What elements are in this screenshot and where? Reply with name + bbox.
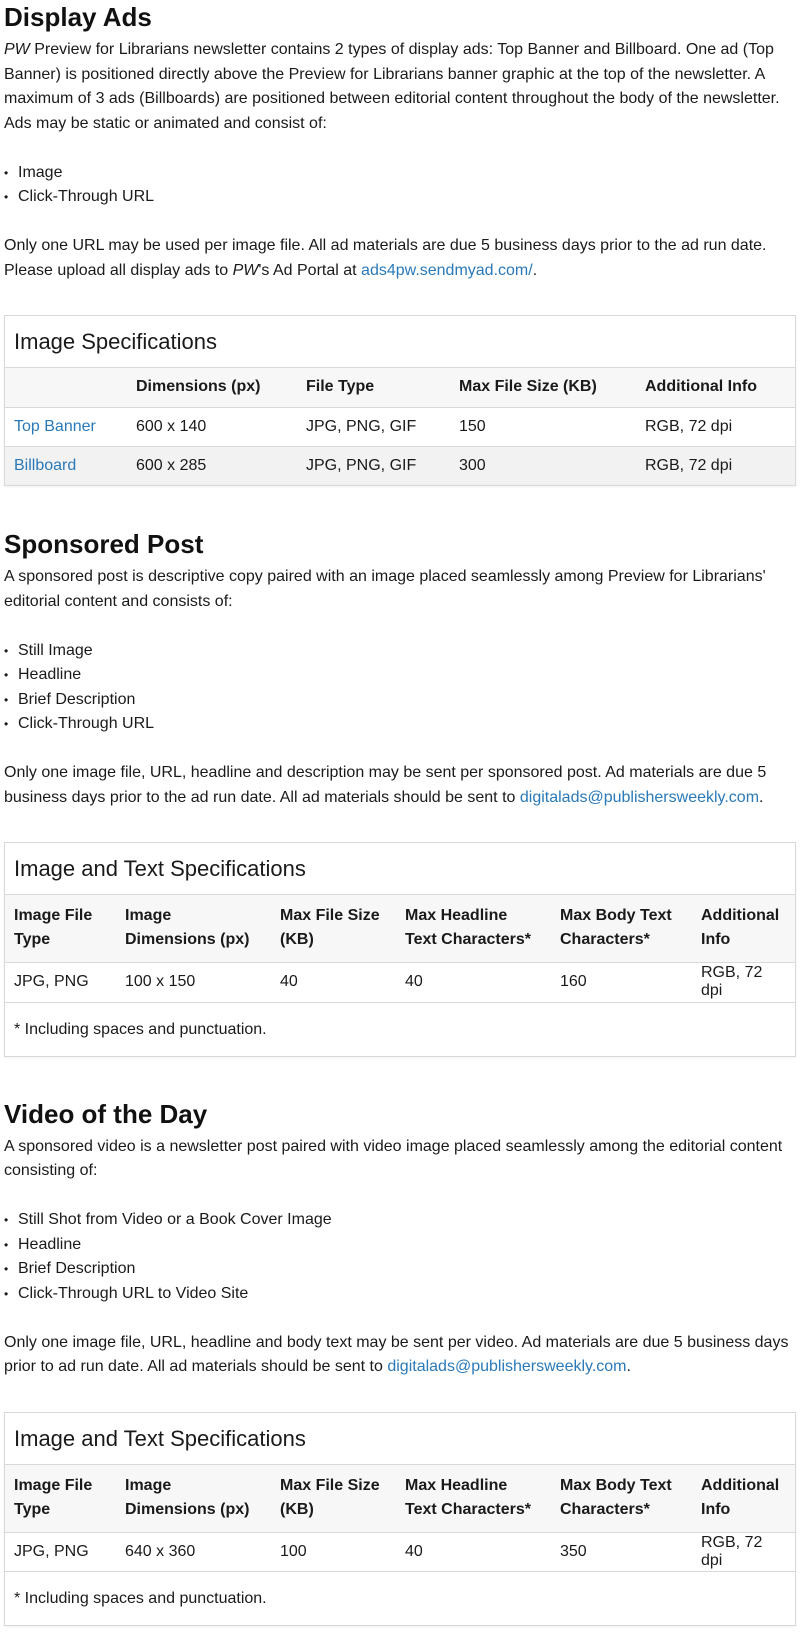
table-cell: 40 [280, 973, 298, 991]
table-cell: RGB, 72 dpi [701, 1533, 763, 1569]
table-row [5, 446, 795, 485]
table-cell: 160 [560, 973, 587, 991]
table-cell: RGB, 72 dpi [636, 446, 795, 485]
video-of-the-day-note-end: . [626, 1358, 631, 1375]
table-cell: 300 [450, 446, 636, 485]
sponsored-post-section [4, 527, 796, 1057]
list-item: • Click-Through URL [4, 185, 796, 210]
list-item: • Image [4, 161, 796, 186]
sponsored-post-intro: A sponsored post is descriptive copy paired with an image placed seamlessly among Preview for Librarians' editorial content and consists of: [4, 568, 766, 610]
image-specifications-title: Image Specifications [5, 316, 795, 368]
column-header [5, 368, 127, 407]
table-cell: 600 x 285 [127, 446, 297, 485]
sponsored-post-note [4, 761, 796, 810]
video-specifications-table [5, 1465, 795, 1572]
video-of-the-day-note [4, 1331, 796, 1380]
billboard-link[interactable]: Billboard [14, 456, 77, 474]
digitalads-email-link[interactable]: digitalads@publishersweekly.com [519, 788, 760, 806]
column-header: Max File Size (KB) [271, 1465, 396, 1533]
video-of-the-day-intro: A sponsored video is a newsletter post paired with video image placed seamlessly among the editorial content consisting of: [4, 1137, 783, 1179]
display-ads-intro [4, 38, 796, 136]
display-ads-list [4, 161, 796, 210]
pw-italic: PW [4, 41, 30, 58]
column-header: Max File Size (KB) [271, 895, 396, 963]
table-cell: 600 x 140 [127, 407, 297, 446]
sponsored-post-note-end: . [759, 788, 764, 806]
display-ads-note-mid: 's Ad Portal at [258, 261, 362, 279]
column-header: Max Body Text Characters* [551, 895, 692, 963]
sponsored-post-list [4, 639, 796, 737]
table-header-row [5, 368, 795, 407]
table-cell: 100 x 150 [125, 973, 196, 991]
table-cell: RGB, 72 dpi [636, 407, 795, 446]
sponsored-post-specifications-table [5, 895, 795, 1002]
column-header: Max Headline Text Characters* [396, 1465, 551, 1533]
footnote: * Including spaces and punctuation. [5, 1002, 795, 1056]
table-row [5, 1532, 795, 1571]
sponsored-post-specifications-box [4, 842, 796, 1057]
table-cell: 350 [560, 1542, 587, 1560]
table-cell: JPG, PNG [14, 1542, 89, 1560]
column-header: Additional Info [692, 895, 795, 963]
sponsored-post-heading: Sponsored Post [4, 529, 204, 559]
footnote: * Including spaces and punctuation. [5, 1571, 795, 1625]
column-header: Additional Info [636, 368, 795, 407]
list-item: • Brief Description [4, 1257, 796, 1282]
top-banner-link[interactable]: Top Banner [14, 417, 96, 435]
column-header: Additional Info [692, 1465, 795, 1533]
column-header: Max Headline Text Characters* [396, 895, 551, 963]
video-of-the-day-heading: Video of the Day [4, 1098, 208, 1129]
list-item: • Still Image [4, 639, 796, 664]
table-cell: JPG, PNG [14, 973, 89, 991]
video-of-the-day-list [4, 1208, 796, 1306]
list-item: • Still Shot from Video or a Book Cover Image [4, 1208, 796, 1233]
column-header: Dimensions (px) [127, 368, 297, 407]
video-specifications-title: Image and Text Specifications [5, 1413, 795, 1465]
image-specifications-box [4, 315, 796, 486]
display-ads-note-text: Only one URL may be used per image file. All ad materials are due 5 business days prior to the ad run date. Please upload all display ads to [4, 237, 767, 279]
column-header: Image File Type [5, 1465, 116, 1533]
table-cell: JPG, PNG, GIF [297, 407, 450, 446]
table-cell: 100 [280, 1542, 307, 1560]
display-ads-note [4, 234, 796, 283]
digitalads-email-link[interactable]: digitalads@publishersweekly.com [387, 1358, 627, 1375]
video-of-the-day-note-text: Only one image file, URL, headline and body text may be sent per video. Ad materials are due 5 business days prior to ad run date. All ad materials should be sent to [4, 1333, 789, 1375]
column-header: Max File Size (KB) [450, 368, 636, 407]
column-header: Image Dimensions (px) [116, 1465, 271, 1533]
display-ads-note-end: . [532, 261, 538, 279]
table-cell: 40 [405, 1542, 423, 1560]
ad-portal-link[interactable]: ads4pw.sendmyad.com/ [361, 261, 533, 279]
list-item: • Headline [4, 1233, 796, 1258]
pw-italic: PW [232, 261, 259, 279]
table-row [5, 407, 795, 446]
video-specifications-box [4, 1412, 796, 1627]
column-header: File Type [297, 368, 450, 407]
video-of-the-day-section [4, 1097, 796, 1627]
list-item: • Headline [4, 663, 796, 688]
table-cell: RGB, 72 dpi [701, 964, 763, 1000]
list-item: • Click-Through URL [4, 712, 796, 737]
table-cell: 40 [405, 973, 423, 991]
table-cell: JPG, PNG, GIF [297, 446, 450, 485]
table-cell: 640 x 360 [125, 1542, 196, 1560]
display-ads-heading: Display Ads [4, 2, 152, 32]
sponsored-post-specifications-title: Image and Text Specifications [5, 843, 795, 895]
list-item: • Click-Through URL to Video Site [4, 1282, 796, 1307]
display-ads-intro-text: Preview for Librarians newsletter contains 2 types of display ads: Top Banner and Billboard. One ad (Top Banner) is positioned directly above the Preview for Librarians banner graphic at the top of the newsletter. A maximum of 3 ads (Billboards) are positioned between editorial content throughout the body of the newsletter. Ads may be static or animated and consist of: [4, 41, 780, 132]
table-cell: 150 [450, 407, 636, 446]
column-header: Image Dimensions (px) [116, 895, 271, 963]
sponsored-post-note-text: Only one image file, URL, headline and description may be sent per sponsored post. Ad materials are due 5 business days prior to the ad run date. All ad materials should be sent to [4, 764, 767, 806]
table-header-row [5, 1465, 795, 1533]
display-ads-section [4, 0, 796, 486]
table-header-row [5, 895, 795, 963]
image-specifications-table [5, 368, 795, 485]
column-header: Max Body Text Characters* [551, 1465, 692, 1533]
list-item: • Brief Description [4, 688, 796, 713]
column-header: Image File Type [5, 895, 116, 963]
table-row [5, 963, 795, 1002]
